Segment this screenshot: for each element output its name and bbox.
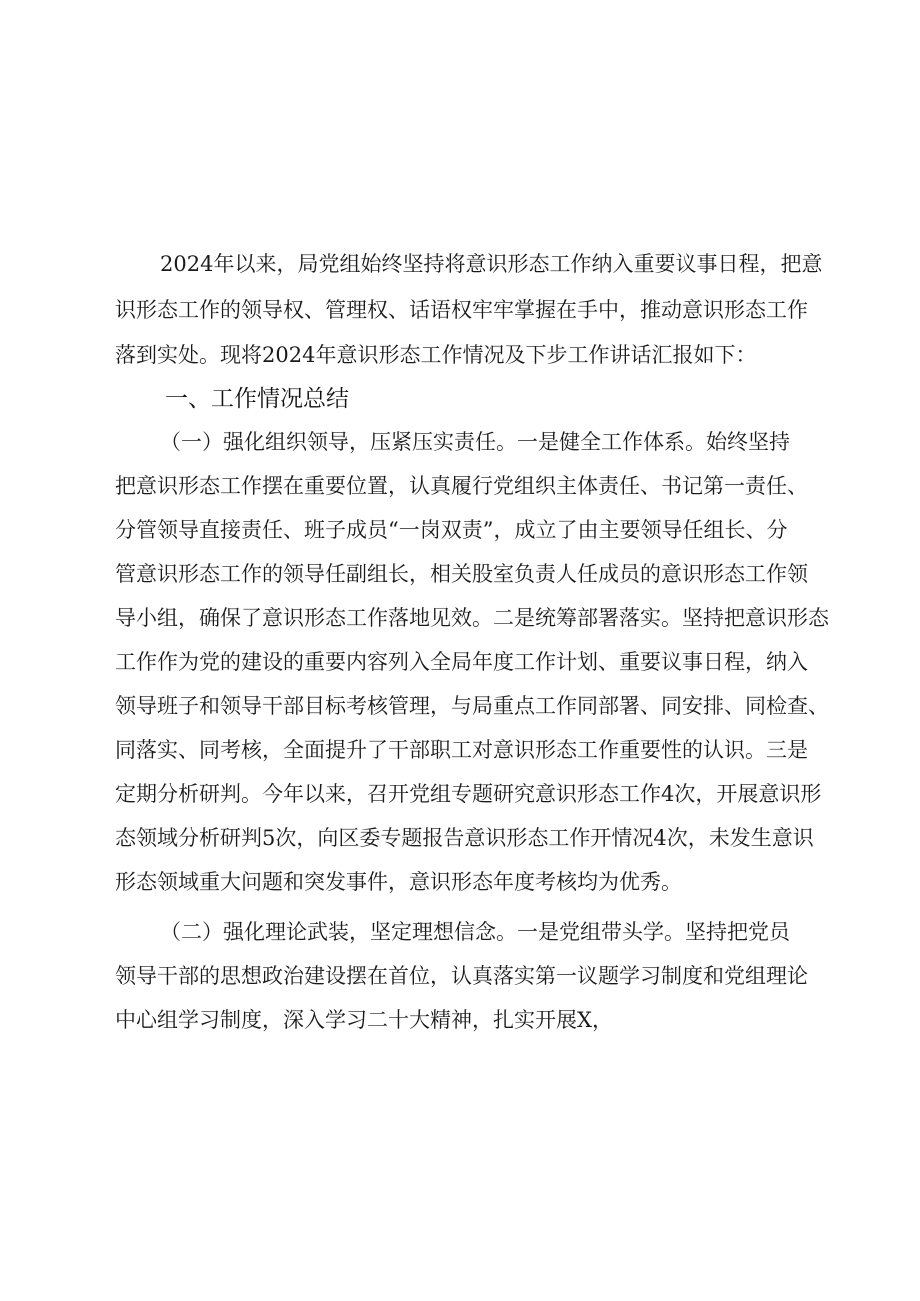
section-one-line-4: 管意识形态工作的领导任副组长，相关股室负责人任成员的意识形态工作领 <box>115 562 808 586</box>
section-one-line-10: 态领域分析研判5次，向区委专题报告意识形态工作开情况4次，未发生意识 <box>115 826 814 850</box>
section-one-line-5: 导小组，确保了意识形态工作落地见效。二是统筹部署落实。坚持把意识形态 <box>115 606 829 630</box>
section-one-line-11: 形态领域重大问题和突发事件，意识形态年度考核均为优秀。 <box>115 870 682 894</box>
section-two-line-1: （二）强化理论武装，坚定理想信念。一是党组带头学。坚持把党员 <box>160 920 790 944</box>
section-one-line-8: 同落实、同考核，全面提升了干部职工对意识形态工作重要性的认识。三是 <box>115 738 808 762</box>
section-one-line-1: （一）强化组织领导，压紧压实责任。一是健全工作体系。始终坚持 <box>160 430 790 454</box>
section-one-line-2: 把意识形态工作摆在重要位置，认真履行党组织主体责任、书记第一责任、 <box>115 474 808 498</box>
section-one-line-6: 工作作为党的建设的重要内容列入全局年度工作计划、重要议事日程，纳入 <box>115 650 808 674</box>
section-one-line-3: 分管领导直接责任、班子成员“一岗双责”，成立了由主要领导任组长、分 <box>115 518 788 542</box>
section-two-line-2: 领导干部的思想政治建设摆在首位，认真落实第一议题学习制度和党组理论 <box>115 964 808 988</box>
section-one-line-9: 定期分析研判。今年以来，召开党组专题研究意识形态工作4次，开展意识形 <box>115 782 822 806</box>
section-one-line-7: 领导班子和领导干部目标考核管理，与局重点工作同部署、同安排、同检查、 <box>115 694 829 718</box>
intro-line-2: 识形态工作的领导权、管理权、话语权牢牢掌握在手中，推动意识形态工作 <box>115 298 808 322</box>
intro-line-3: 落到实处。现将2024年意识形态工作情况及下步工作讲话汇报如下： <box>115 343 757 367</box>
section-heading: 一、工作情况总结 <box>165 386 349 412</box>
intro-line-1: 2024年以来，局党组始终坚持将意识形态工作纳入重要议事日程，把意 <box>160 252 823 276</box>
section-two-line-3: 中心组学习制度，深入学习二十大精神，扎实开展X， <box>115 1008 613 1032</box>
